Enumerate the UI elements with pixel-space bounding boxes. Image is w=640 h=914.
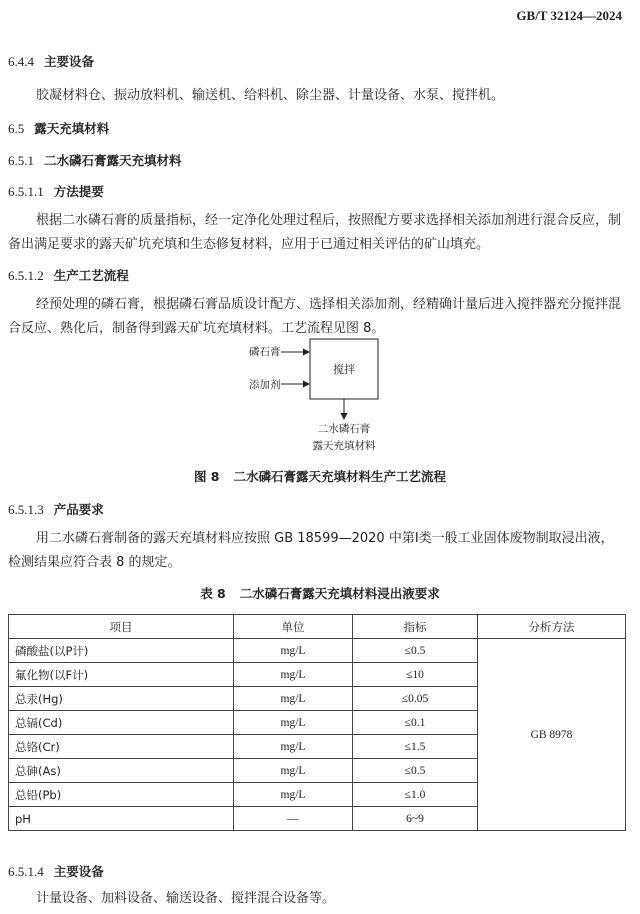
section-6-4-4-heading [8,52,94,70]
table-number: 表 8 [200,586,226,601]
flow-input-phosphogypsum: 磷石膏 [249,346,281,358]
cell-method: GB 8978 [478,639,626,831]
section-number: 6.5 [8,121,25,136]
section-number: 6.5.1 [8,153,34,168]
section-number: 6.4.4 [8,54,34,69]
cell-unit: mg/L [234,783,353,807]
table-header-row [9,615,626,639]
table-row [9,639,626,663]
section-6-5-1-4-heading [8,862,104,880]
table-caption [0,584,640,602]
cell-limit: 6~9 [353,807,478,831]
cell-limit: ≤0.5 [353,759,478,783]
section-number: 6.5.1.4 [8,864,44,879]
cell-limit: ≤0.1 [353,711,478,735]
section-title: 露天充填材料 [34,121,110,136]
section-title: 主要设备 [44,54,95,69]
figure-number: 图 8 [193,469,220,484]
section-6-5-1-3-heading [8,500,104,518]
section-title: 主要设备 [53,864,104,879]
standard-number: GB/T 32124—2024 [516,8,622,23]
section-6-5-heading [8,119,109,137]
flow-output-line1: 二水磷石膏 [317,423,371,435]
cell-item: 氟化物(以F计) [9,663,234,687]
section-title: 方法提要 [53,184,104,199]
cell-unit: mg/L [234,639,353,663]
section-number: 6.5.1.1 [8,184,44,199]
cell-item: 总铅(Pb) [9,783,234,807]
section-6-4-4-text: 胶凝材料仓、振动放料机、输送机、给料机、除尘器、计量设备、水泵、搅拌机。 [36,88,505,103]
cell-unit: mg/L [234,759,353,783]
cell-limit: ≤0.05 [353,687,478,711]
figure-title: 二水磷石膏露天充填材料生产工艺流程 [233,469,447,484]
cell-item: 总砷(As) [9,759,234,783]
section-6-5-1-heading [8,151,182,169]
cell-limit: ≤1.5 [353,735,478,759]
section-6-5-1-2-heading [8,266,129,284]
header-unit: 单位 [234,615,353,639]
header-method: 分析方法 [478,615,626,639]
section-6-5-1-2-text: 经预处理的磷石膏，根据磷石膏品质设计配方、选择相关添加剂，经精确计量后进入搅拌器充分搅拌混合反应、熟化后，制备得到露天矿坑充填材料。工艺流程见图 8。 [8,297,622,336]
cell-unit: — [234,807,353,831]
cell-item: 总镉(Cd) [9,711,234,735]
section-title: 二水磷石膏露天充填材料 [44,153,182,168]
section-6-5-1-4-text: 计量设备、加料设备、输送设备、搅拌混合设备等。 [36,891,336,906]
section-6-5-1-3-text: 用二水磷石膏制备的露天充填材料应按照 GB 18599—2020 中第Ⅰ类一般工业固体废物制取浸出液，检测结果应符合表 8 的规定。 [8,531,614,570]
cell-limit: ≤0.5 [353,639,478,663]
leachate-requirements-table [8,614,626,831]
cell-unit: mg/L [234,735,353,759]
cell-item: pH [9,807,234,831]
section-6-5-1-1-text: 根据二水磷石膏的质量指标，经一定净化处理过程后，按照配方要求选择相关添加剂进行混合反应，制备出满足要求的露天矿坑充填和生态修复材料，应用于已通过相关评估的矿山填充。 [8,213,622,252]
flow-input-additive: 添加剂 [249,379,281,391]
section-number: 6.5.1.2 [8,268,44,283]
section-number: 6.5.1.3 [8,502,44,517]
flow-output-line2: 露天充填材料 [312,440,376,452]
cell-item: 磷酸盐(以P计) [9,639,234,663]
section-title: 生产工艺流程 [53,268,129,283]
section-title: 产品要求 [53,502,104,517]
cell-limit: ≤1.0 [353,783,478,807]
process-flow-diagram [243,338,403,458]
header-item: 项目 [9,615,234,639]
cell-unit: mg/L [234,663,353,687]
header-limit: 指标 [353,615,478,639]
cell-unit: mg/L [234,687,353,711]
cell-limit: ≤10 [353,663,478,687]
cell-unit: mg/L [234,711,353,735]
cell-item: 总铬(Cr) [9,735,234,759]
cell-item: 总汞(Hg) [9,687,234,711]
section-6-5-1-1-heading [8,182,104,200]
table-title: 二水磷石膏露天充填材料浸出液要求 [239,586,440,601]
flow-box-label: 搅拌 [333,363,355,376]
figure-caption [0,467,640,485]
